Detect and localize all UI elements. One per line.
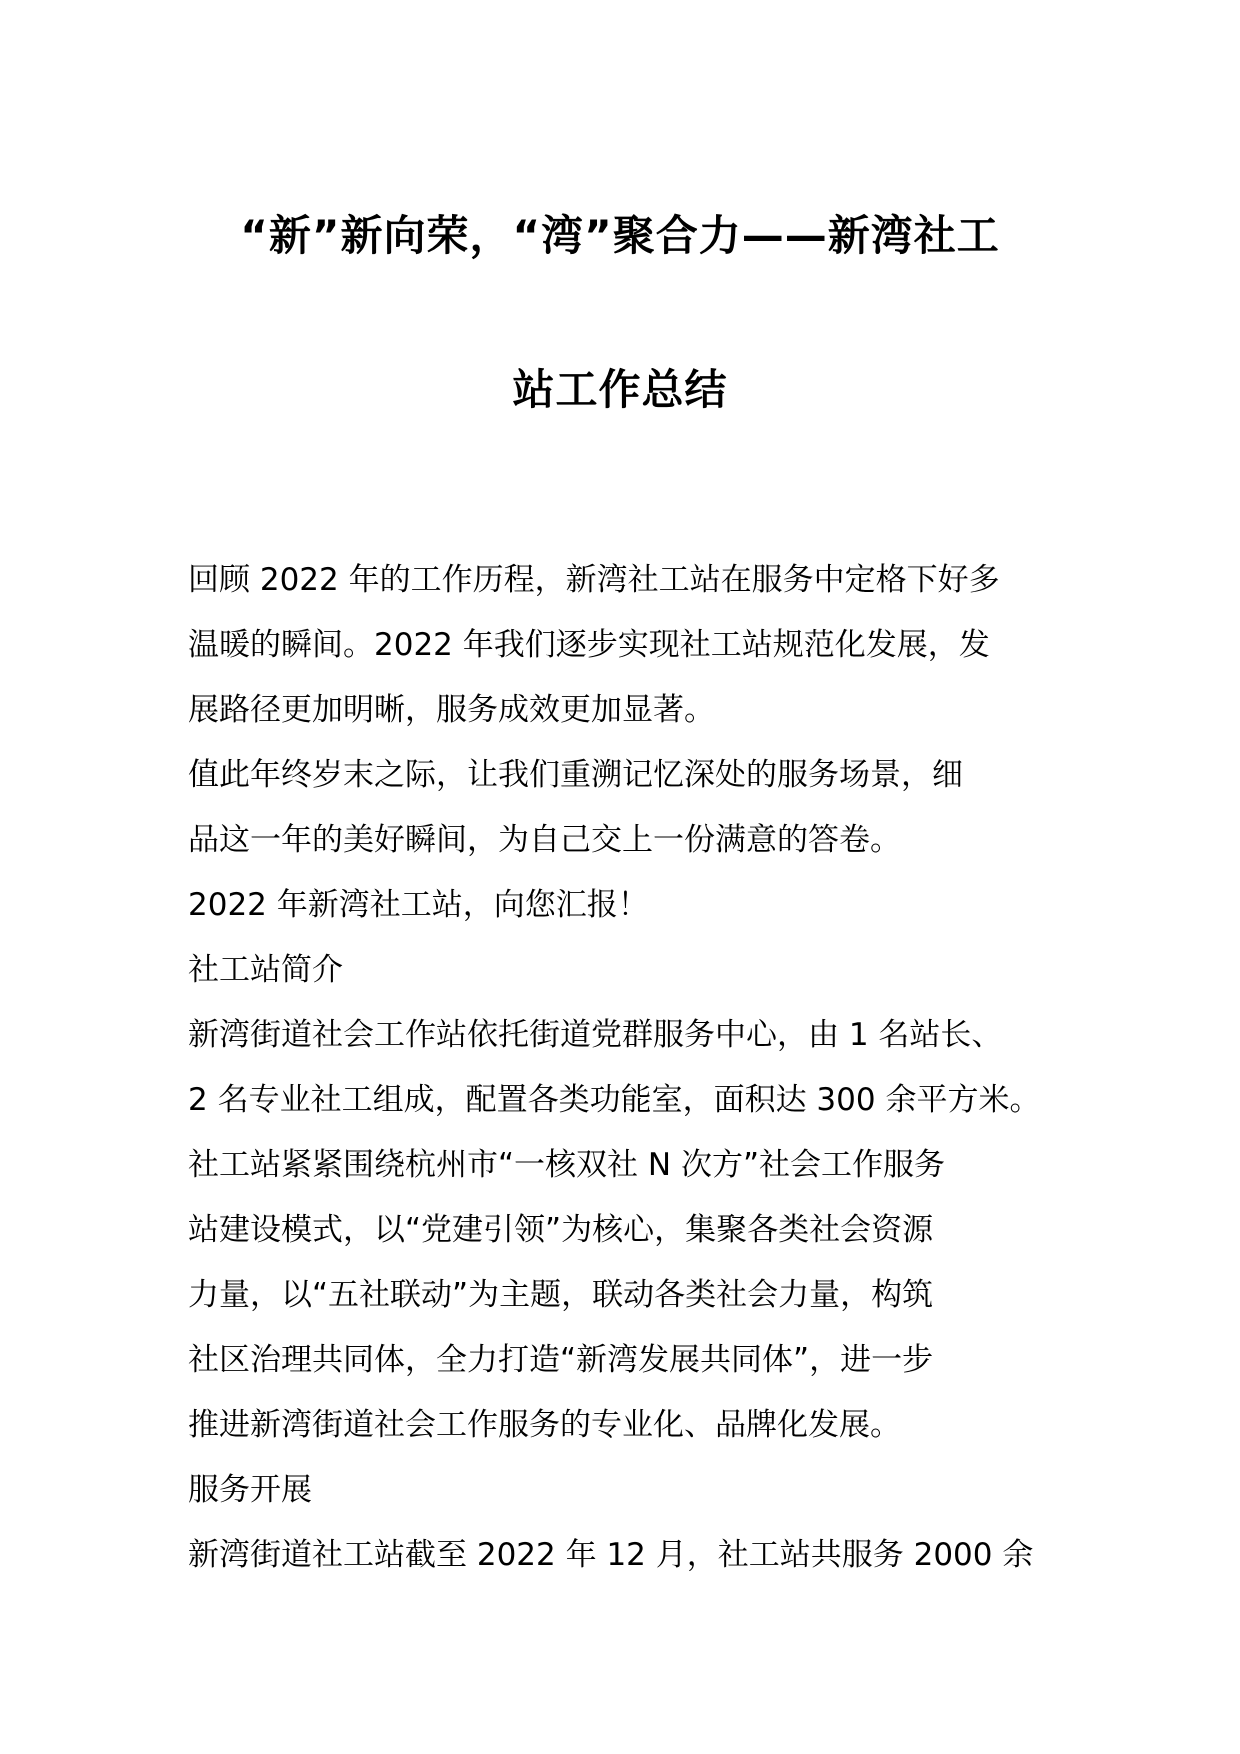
body-line: 回顾 2022 年的工作历程，新湾社工站在服务中定格下好多 [188,562,1000,598]
body-line: 新湾街道社会工作站依托街道党群服务中心，由 1 名站长、 [188,1017,1003,1053]
section-heading-station-intro: 社工站简介 [188,952,343,988]
body-line: 值此年终岁末之际，让我们重溯记忆深处的服务场景，细 [188,757,963,793]
body-line: 站建设模式，以“党建引领”为核心，集聚各类社会资源 [188,1212,934,1248]
body-line: 2022 年新湾社工站，向您汇报！ [188,887,649,923]
body-line: 品这一年的美好瞬间，为自己交上一份满意的答卷。 [188,822,901,858]
body-line: 2 名专业社工组成，配置各类功能室，面积达 300 余平方米。 [188,1082,1041,1118]
section-heading-service: 服务开展 [188,1472,312,1508]
body-line: 温暖的瞬间。2022 年我们逐步实现社工站规范化发展，发 [188,627,990,663]
document-title-line-2: 站工作总结 [512,365,728,414]
body-line: 力量，以“五社联动”为主题，联动各类社会力量，构筑 [188,1277,934,1313]
body-line: 社区治理共同体，全力打造“新湾发展共同体”，进一步 [188,1342,934,1378]
body-line: 新湾街道社工站截至 2022 年 12 月，社工站共服务 2000 余 [188,1537,1034,1573]
body-line: 推进新湾街道社会工作服务的专业化、品牌化发展。 [188,1407,901,1443]
body-line: 社工站紧紧围绕杭州市“一核双社 N 次方”社会工作服务 [188,1147,946,1183]
document-body [188,548,1068,1588]
document-title-line-1: “新”新向荣，“湾”聚合力——新湾社工 [240,211,1000,260]
body-line: 展路径更加明晰，服务成效更加显著。 [188,692,715,728]
